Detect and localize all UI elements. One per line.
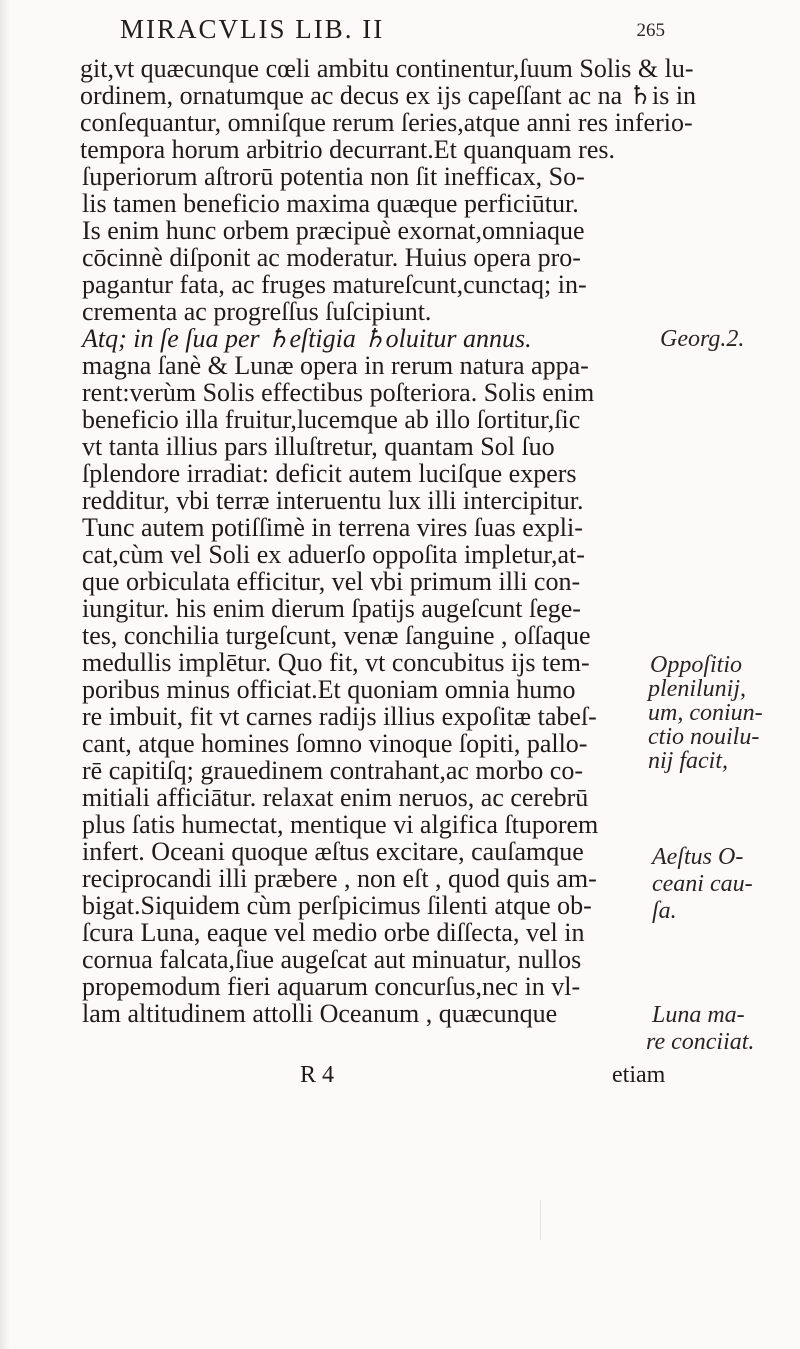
text-line: conſequantur, omniſque rerum ſeries,atque anni res inferio-	[80, 108, 693, 137]
margin-note-oppositio-line: nij facit,	[648, 748, 728, 774]
text-line: bigat.Siquidem cùm perſpicimus ſilenti atque ob-	[82, 891, 592, 920]
text-line: vt tanta illius pars illuſtretur, quantam Sol ſuo	[82, 432, 555, 461]
margin-note-oppositio-line: Oppoſitio	[650, 652, 743, 678]
margin-note-aestus-line: ſa.	[652, 898, 677, 924]
text-line: reciprocandi illi præbere , non eſt , quod quis am-	[82, 864, 597, 893]
text-line: pagantur fata, ac fruges matureſcunt,cunctaq; in-	[82, 270, 587, 299]
verse-quotation: Atq; in ſe ſua per ♄eſtigia ♄oluitur annus.	[82, 324, 532, 353]
margin-note-oppositio-line: ctio nouilu-	[648, 724, 760, 750]
text-line: rē capitiſq; grauedinem contrahant,ac morbo co-	[82, 756, 584, 785]
text-line: git,vt quæcunque cœli ambitu continentur,ſuum Solis & lu-	[80, 54, 694, 83]
catchword: etiam	[612, 1062, 666, 1088]
text-line: Is enim hunc orbem præcipuè exornat,omniaque	[82, 216, 585, 245]
margin-note-luna-line: re conciiat.	[646, 1029, 755, 1055]
text-line: cornua falcata,ſiue augeſcat aut minuatur, nullos	[82, 945, 582, 974]
margin-note-oppositio-line: plenilunij,	[648, 676, 746, 702]
text-line: re imbuit, fit vt carnes radijs illius expoſitæ tabeſ-	[82, 702, 597, 731]
text-line: propemodum fieri aquarum concurſus,nec in vl-	[82, 972, 581, 1001]
text-line: ſplendore irradiat: deficit autem luciſque expers	[82, 459, 577, 488]
text-line: cant, atque homines ſomno vinoque ſopiti, pallo-	[82, 729, 588, 758]
text-line: que orbiculata efficitur, vel vbi primum illi con-	[82, 567, 581, 596]
text-line: medullis implētur. Quo fit, vt concubitus ijs tem-	[82, 648, 590, 677]
page-gutter	[0, 0, 10, 1349]
text-line: ſcura Luna, eaque vel medio orbe diſſecta, vel in	[82, 918, 585, 947]
paper-mark	[540, 1200, 547, 1240]
text-line: iungitur. his enim dierum ſpatijs augeſcunt ſege-	[82, 594, 581, 623]
text-line: mitiali afficiātur. relaxat enim neruos, ac cerebrū	[82, 783, 589, 812]
running-head	[120, 8, 665, 48]
margin-note-georg: Georg.2.	[660, 326, 745, 352]
running-head-title: MIRACVLIS LIB. II	[120, 14, 385, 44]
page-number: 265	[636, 20, 665, 41]
text-line: cat,cùm vel Soli ex aduerſo oppoſita impletur,at-	[82, 540, 585, 569]
text-line: cōcinnè diſponit ac moderatur. Huius opera pro-	[82, 243, 581, 272]
text-line: plus ſatis humectat, mentique vi algifica ſtuporem	[82, 810, 599, 839]
text-line: rent:verùm Solis effectibus poſteriora. Solis enim	[82, 378, 595, 407]
text-line: Tunc autem potiſſimè in terrena vires ſuas expli-	[82, 513, 583, 542]
text-line: poribus minus officiat.Et quoniam omnia humo	[82, 675, 576, 704]
signature-mark: R 4	[300, 1062, 335, 1088]
text-line: lam altitudinem attolli Oceanum , quæcunque	[82, 999, 558, 1028]
text-line: magna ſanè & Lunæ opera in rerum natura appa-	[82, 351, 589, 380]
text-line: beneficio illa fruitur,lucemque ab illo ſortitur,ſic	[82, 405, 581, 434]
text-line: redditur, vbi terræ interuentu lux illi intercipitur.	[82, 486, 584, 515]
margin-note-aestus-line: Aeſtus O-	[652, 844, 744, 870]
text-line: ordinem, ornatumque ac decus ex ijs capeſſant ac na ♄is in	[80, 81, 697, 110]
text-line: ſuperiorum aſtrorū potentia non ſit inefficax, So-	[82, 162, 585, 191]
text-line: tes, conchilia turgeſcunt, venæ ſanguine , oſſaque	[82, 621, 591, 650]
text-line: crementa ac progreſſus ſuſcipiunt.	[82, 297, 432, 326]
margin-note-oppositio-line: um, coniun-	[648, 700, 763, 726]
text-line: tempora horum arbitrio decurrant.Et quanquam res.	[80, 135, 615, 164]
margin-note-luna-line: Luna ma-	[652, 1002, 745, 1028]
margin-note-aestus-line: ceani cau-	[652, 871, 753, 897]
text-line: infert. Oceani quoque æſtus excitare, cauſamque	[82, 837, 584, 866]
text-line: lis tamen beneficio maxima quæque perficiūtur.	[82, 189, 579, 218]
